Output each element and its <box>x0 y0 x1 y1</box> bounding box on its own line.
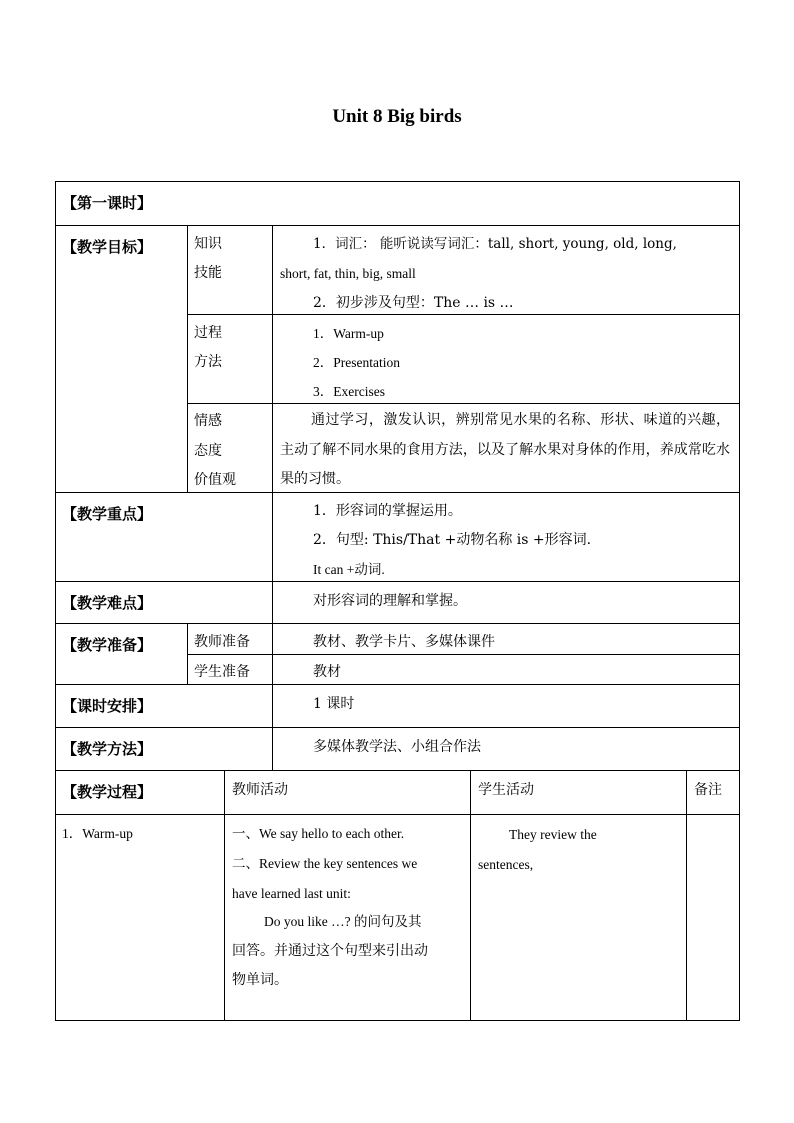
student-activity-header: 学生活动 <box>478 782 534 798</box>
emotion-label-3: 价值观 <box>194 472 236 488</box>
sentence-pattern-line: 2．初步涉及句型：The … is … <box>313 295 514 311</box>
objectives-label-cell <box>55 225 188 493</box>
student-activity-cell <box>470 814 687 1021</box>
student-prep-value: 教材 <box>313 664 341 680</box>
student-prep-value-cell <box>272 654 740 685</box>
preparation-heading: 【教学准备】 <box>62 636 153 654</box>
notes-cell <box>686 814 740 1021</box>
teacher-prep-value: 教材、教学卡片、多媒体课件 <box>313 634 495 650</box>
emotion-text: 通过学习，激发认识，辨别常见水果的名称、形状、味道的兴趣，主动了解不同水果的食用方法，以及了解水果对身体的作用，养成常吃水果的习惯。 <box>280 412 730 487</box>
teacher-activity-line: 一、We say hello to each other. <box>232 826 405 841</box>
process-item: 2．Presentation <box>313 355 400 370</box>
knowledge-label-1: 知识 <box>194 236 222 252</box>
process-label-1: 过程 <box>194 325 222 341</box>
objectives-heading: 【教学目标】 <box>62 238 153 256</box>
section-heading: 【第一课时】 <box>62 194 153 212</box>
methods-value: 多媒体教学法、小组合作法 <box>313 739 481 755</box>
page-title: Unit 8 Big birds <box>332 106 462 127</box>
process-item: 1．Warm-up <box>313 326 384 341</box>
student-activity-line: sentences, <box>478 857 534 872</box>
teacher-activity-line: have learned last unit: <box>232 886 351 901</box>
difficulties-heading: 【教学难点】 <box>62 594 153 612</box>
process-heading: 【教学过程】 <box>62 783 153 801</box>
teacher-activity-line: 物单词。 <box>232 972 288 988</box>
emotion-label-1: 情感 <box>194 413 222 429</box>
student-prep-label: 学生准备 <box>194 664 250 680</box>
vocabulary-line-cont: short, fat, thin, big, small <box>280 266 416 281</box>
schedule-heading: 【课时安排】 <box>62 697 153 715</box>
process-label-2: 方法 <box>194 354 222 370</box>
notes-header: 备注 <box>694 782 722 798</box>
student-activity-line: They review the <box>509 827 597 842</box>
teacher-activity-line: 二、Review the key sentences we <box>232 856 418 871</box>
step-cell <box>55 814 225 1021</box>
vocabulary-line: 1．词汇： 能听说读写词汇：tall, short, young, old, long, <box>313 236 677 252</box>
step-label: 1．Warm-up <box>62 826 133 841</box>
teacher-activity-header: 教师活动 <box>232 782 288 798</box>
difficulties-text: 对形容词的理解和掌握。 <box>313 593 467 609</box>
teacher-activity-line: Do you like …? 的问句及其 <box>264 914 422 929</box>
section-row <box>55 181 740 226</box>
teacher-prep-label: 教师准备 <box>194 634 250 650</box>
methods-heading: 【教学方法】 <box>62 740 153 758</box>
key-point-3: It can +动词. <box>313 562 385 577</box>
key-point-1: 1．形容词的掌握运用。 <box>313 503 462 519</box>
schedule-value: 1 课时 <box>313 696 355 712</box>
teacher-activity-line: 回答。并通过这个句型来引出动 <box>232 943 428 959</box>
emotion-label-2: 态度 <box>194 443 222 459</box>
key-point-2: 2．句型: This/That +动物名称 is +形容词. <box>313 532 592 548</box>
knowledge-label-2: 技能 <box>194 265 222 281</box>
key-points-heading: 【教学重点】 <box>62 505 153 523</box>
process-item: 3．Exercises <box>313 384 385 399</box>
